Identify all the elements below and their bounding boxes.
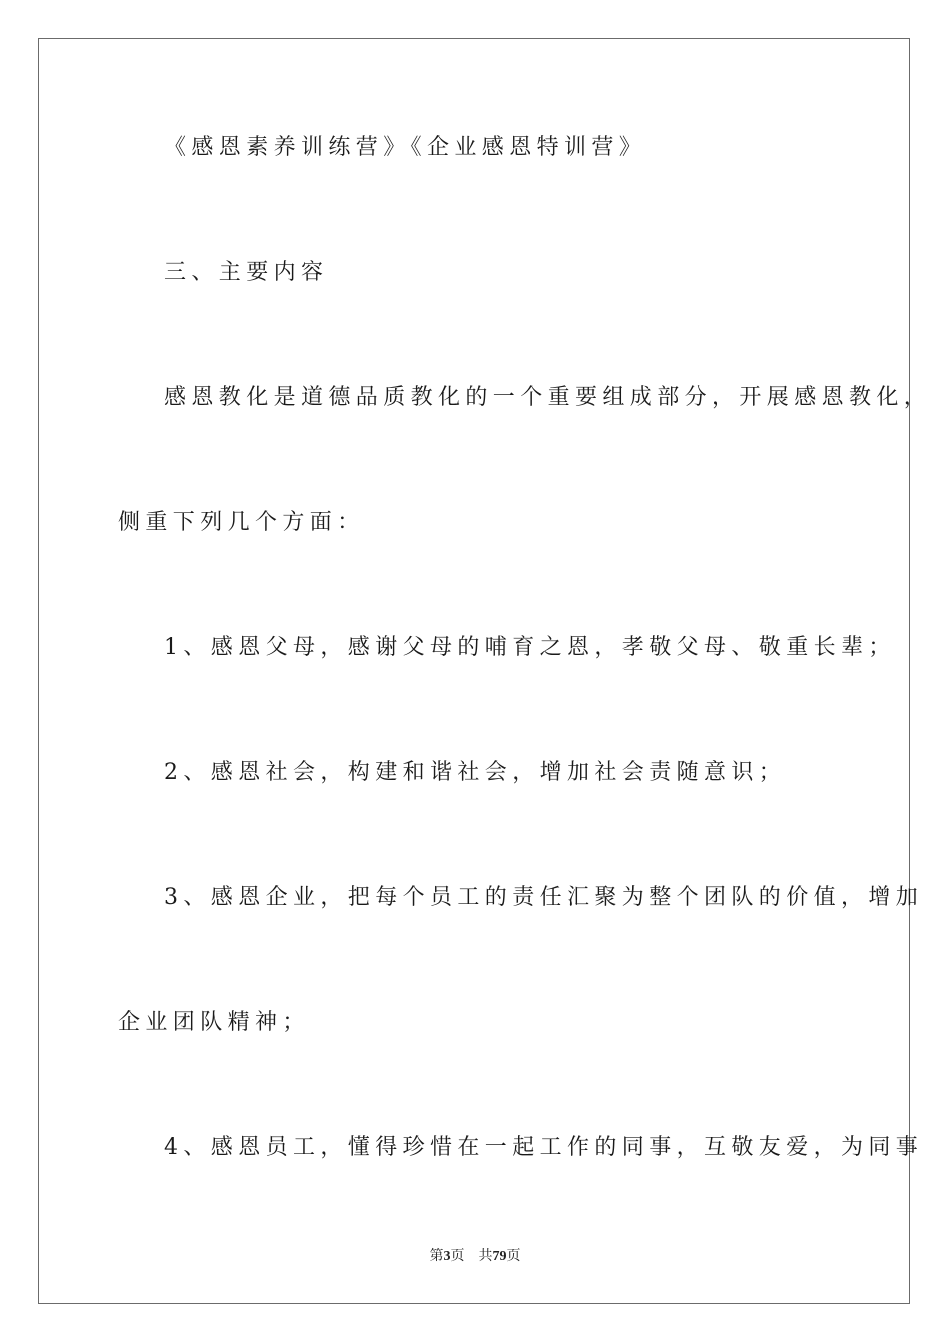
footer-total-suffix: 页 — [506, 1249, 521, 1264]
list-item-2: 2、感恩社会，构建和谐社会，增加社会责随意识； — [164, 760, 787, 785]
footer-total-prefix: 共 — [478, 1249, 493, 1264]
page-footer — [0, 1248, 950, 1266]
text-line-1: 《感恩素养训练营》《企业感恩特训营》 — [164, 135, 647, 160]
footer-total-pages: 79 — [492, 1249, 507, 1264]
section-heading: 三、主要内容 — [164, 260, 329, 285]
list-item-1: 1、感恩父母，感谢父母的哺育之恩，孝敬父母、敬重长辈； — [164, 635, 896, 660]
text-line-4: 侧重下列几个方面： — [118, 510, 365, 535]
list-item-4: 4、感恩员工，懂得珍惜在一起工作的同事，互敬友爱，为同事 — [164, 1135, 924, 1160]
text-line-3: 感恩教化是道德品质教化的一个重要组成部分，开展感恩教化， — [164, 385, 932, 410]
list-item-3-continued: 企业团队精神； — [118, 1010, 310, 1035]
footer-page-number: 3 — [443, 1249, 451, 1264]
footer-page-suffix: 页 — [450, 1249, 465, 1264]
list-item-3: 3、感恩企业，把每个员工的责任汇聚为整个团队的价值，增加 — [164, 885, 924, 910]
page-frame — [38, 38, 910, 1304]
footer-page-prefix: 第 — [429, 1249, 444, 1264]
